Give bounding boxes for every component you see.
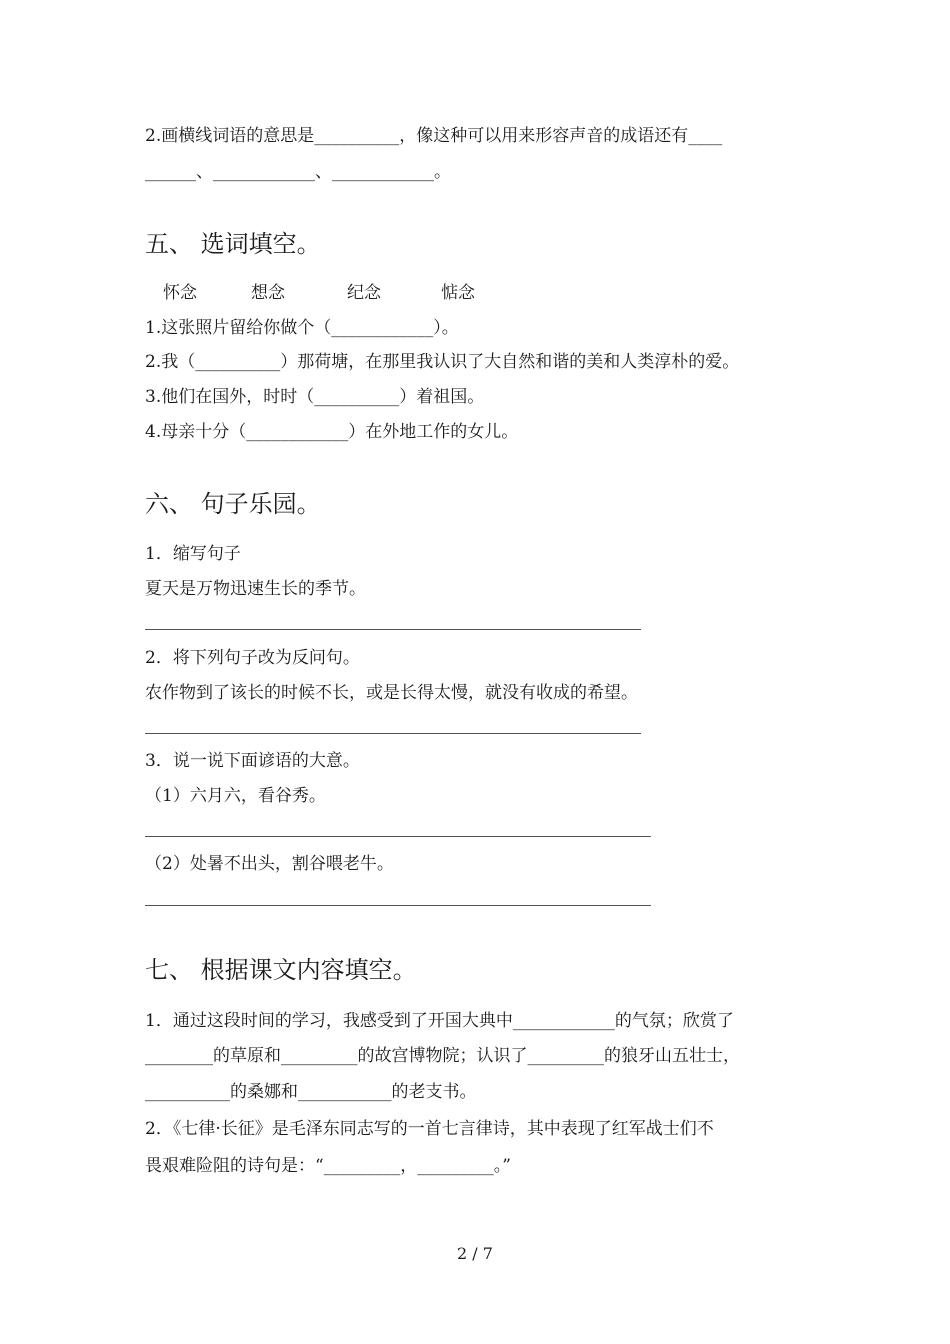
section-title-7: 七、 根据课文内容填空。 <box>145 956 417 984</box>
proverb-2: （2）处暑不出头，割谷喂老牛。 <box>145 854 394 874</box>
question-line: 2.画横线词语的意思是__________，像这种可以用来形容声音的成语还有____ <box>145 126 723 146</box>
question-line: ______、____________、____________。 <box>145 162 451 182</box>
section-title-6: 六、 句子乐园。 <box>145 490 321 518</box>
question-label: 2．将下列句子改为反问句。 <box>145 648 360 668</box>
word-option: 想念 <box>251 283 285 303</box>
fill-item: 3.他们在国外，时时（__________）着祖国。 <box>145 387 485 407</box>
answer-line[interactable] <box>145 836 651 837</box>
fill-item: 2.我（__________）那荷塘，在那里我认识了大自然和谐的美和人类淳朴的爱。 <box>145 352 740 372</box>
fill-item: 4.母亲十分（____________）在外地工作的女儿。 <box>145 422 519 442</box>
word-option: 怀念 <box>163 283 197 303</box>
answer-line[interactable] <box>145 629 641 630</box>
question-label: 1．缩写句子 <box>145 544 241 564</box>
answer-line[interactable] <box>145 733 641 734</box>
question-line: ________的草原和_________的故宫博物院；认识了_________的狼牙山五壮士， <box>145 1046 740 1066</box>
question-line: 畏艰难险阻的诗句是：“_________，_________。” <box>145 1156 511 1176</box>
question-sentence: 农作物到了该长的时候不长，或是长得太慢，就没有收成的希望。 <box>145 683 638 703</box>
word-option: 惦念 <box>441 283 475 303</box>
fill-item: 1.这张照片留给你做个（____________）。 <box>145 318 459 338</box>
page-number: 2 / 7 <box>457 1244 493 1263</box>
question-line: 2．《七律·长征》是毛泽东同志写的一首七言律诗，其中表现了红军战士们不 <box>145 1119 714 1139</box>
question-label: 3．说一说下面谚语的大意。 <box>145 751 360 771</box>
question-line: 1．通过这段时间的学习，我感受到了开国大典中____________的气氛；欣赏了 <box>145 1011 734 1031</box>
question-sentence: 夏天是万物迅速生长的季节。 <box>145 579 366 599</box>
question-line: __________的桑娜和___________的老支书。 <box>145 1082 477 1102</box>
proverb-1: （1）六月六，看谷秀。 <box>145 786 326 806</box>
section-title-5: 五、 选词填空。 <box>145 230 321 258</box>
answer-line[interactable] <box>145 905 651 906</box>
word-option: 纪念 <box>347 283 381 303</box>
